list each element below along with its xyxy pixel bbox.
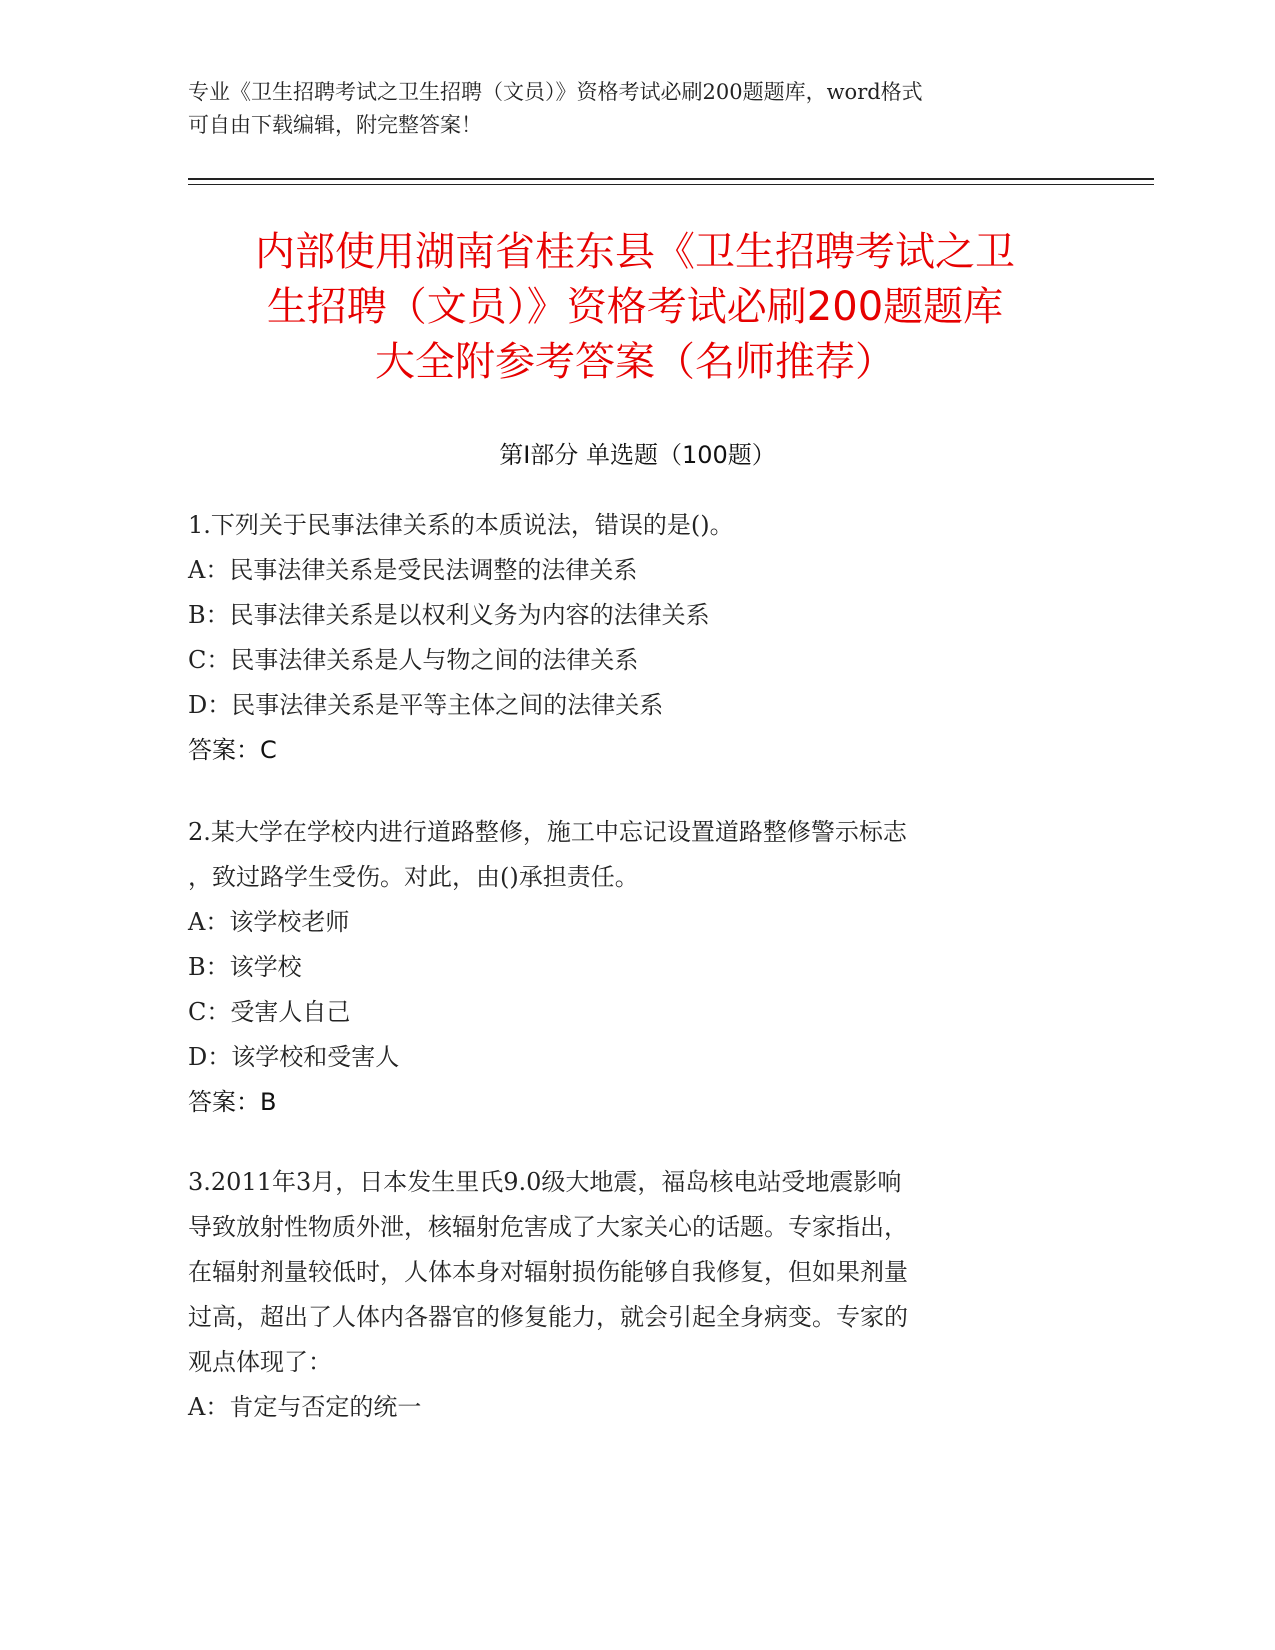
header-note <box>188 76 1068 142</box>
header-divider-thin <box>188 184 1154 185</box>
question-stem: 1.下列关于民事法律关系的本质说法，错误的是()。 <box>188 511 734 539</box>
question-stem-line: ，致过路学生受伤。对此，由()承担责任。 <box>188 863 639 891</box>
question-stem-line: 观点体现了： <box>188 1348 332 1376</box>
question-1 <box>188 503 1068 773</box>
section-heading: 第Ⅰ部分 单选题（100题） <box>499 441 776 469</box>
question-stem-line: 2.某大学在学校内进行道路整修，施工中忘记设置道路整修警示标志 <box>188 818 907 846</box>
answer: 答案：B <box>188 1088 277 1116</box>
question-stem-line: 过高，超出了人体内各器官的修复能力，就会引起全身病变。专家的 <box>188 1303 908 1331</box>
question-stem-line: 3.2011年3月，日本发生里氏9.0级大地震，福岛核电站受地震影响 <box>188 1168 902 1196</box>
option-a: A：民事法律关系是受民法调整的法律关系 <box>188 556 638 584</box>
question-3 <box>188 1160 1068 1430</box>
option-b: B：该学校 <box>188 953 302 981</box>
title-line: 内部使用湖南省桂东县《卫生招聘考试之卫 <box>255 229 1015 275</box>
option-b: B：民事法律关系是以权利义务为内容的法律关系 <box>188 601 710 629</box>
title-line: 生招聘（文员）》资格考试必刷200题题库 <box>266 284 1004 330</box>
option-c: C：受害人自己 <box>188 998 351 1026</box>
question-2 <box>188 810 1068 1125</box>
option-d: D：民事法律关系是平等主体之间的法律关系 <box>188 691 664 719</box>
question-stem-line: 在辐射剂量较低时，人体本身对辐射损伤能够自我修复，但如果剂量 <box>188 1258 908 1286</box>
option-c: C：民事法律关系是人与物之间的法律关系 <box>188 646 639 674</box>
document-title <box>195 225 1075 390</box>
header-note-line: 可自由下载编辑，附完整答案！ <box>188 113 482 137</box>
title-line: 大全附参考答案（名师推荐） <box>375 339 895 385</box>
header-note-line: 专业《卫生招聘考试之卫生招聘（文员）》资格考试必刷200题题库，word格式 <box>188 80 923 104</box>
question-stem-line: 导致放射性物质外泄，核辐射危害成了大家关心的话题。专家指出， <box>188 1213 908 1241</box>
answer: 答案：C <box>188 736 277 764</box>
header-divider <box>188 178 1154 180</box>
option-d: D：该学校和受害人 <box>188 1043 400 1071</box>
option-a: A：该学校老师 <box>188 908 350 936</box>
option-a: A：肯定与否定的统一 <box>188 1393 422 1421</box>
